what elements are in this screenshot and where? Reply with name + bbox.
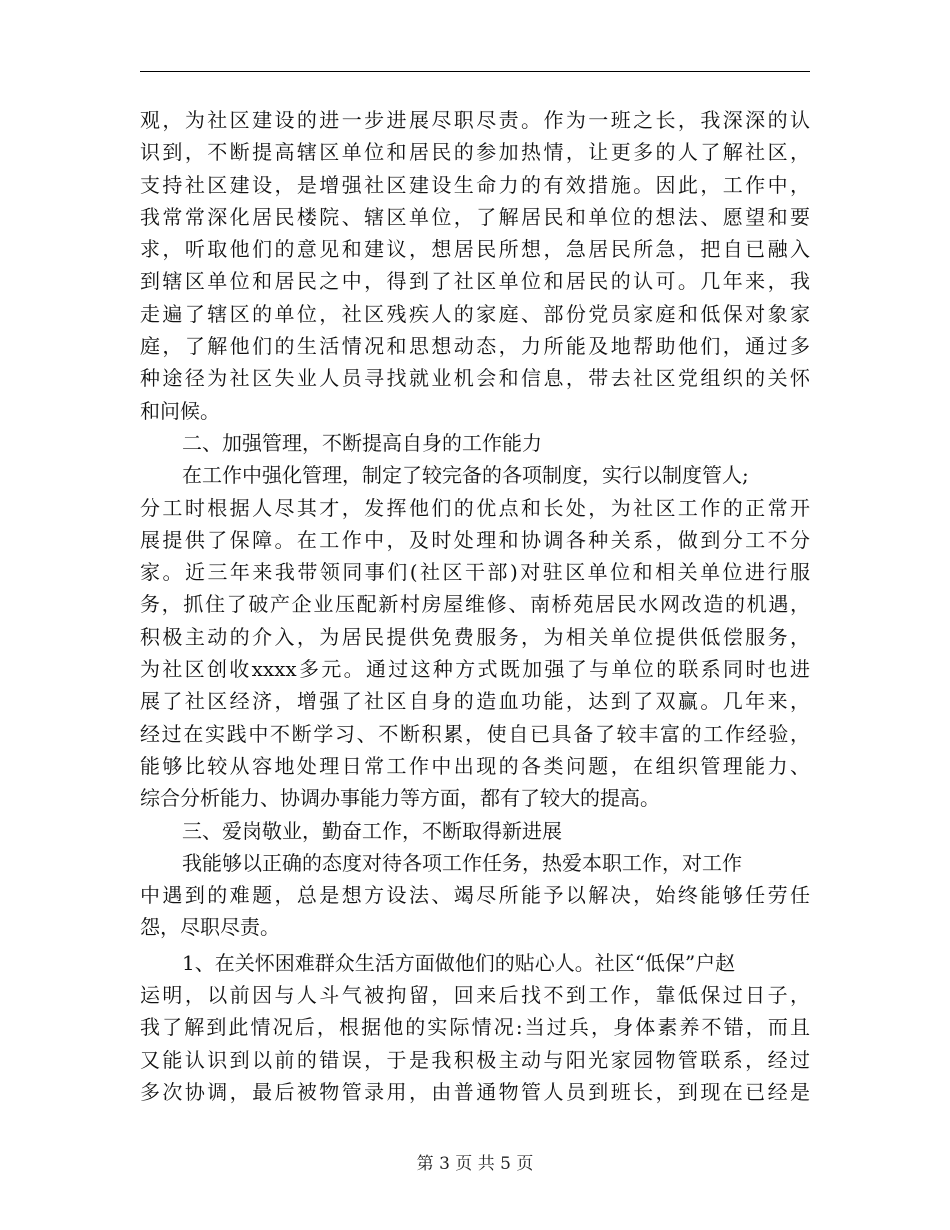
text-line: 1、在关怀困难群众生活方面做他们的贴心人。社区“低保”户赵 — [182, 950, 736, 975]
text-line: 求，听取他们的意见和建议，想居民所想，急居民所急，把自已融入 — [140, 237, 810, 262]
text-line: 综合分析能力、协调办事能力等方面，都有了较大的提高。 — [140, 786, 660, 811]
text-line: 到辖区单位和居民之中，得到了社区单位和居民的认可。几年来，我 — [140, 269, 810, 294]
text-line: 我能够以正确的态度对待各项工作任务，热爱本职工作，对工作 — [182, 850, 742, 875]
section-heading: 三、爱岗敬业，勤奋工作，不断取得新进展 — [182, 818, 562, 843]
text-line: 经过在实践中不断学习、不断积累，使自已具备了较丰富的工作经验， — [140, 721, 810, 746]
text-line: 中遇到的难题，总是想方设法、竭尽所能予以解决，始终能够任劳任 — [140, 883, 810, 908]
text-line: 怨，尽职尽责。 — [140, 915, 280, 940]
page-footer — [0, 1152, 950, 1176]
text-line: 多次协调，最后被物管录用，由普通物管人员到班长，到现在已经是 — [140, 1079, 810, 1104]
text-line: 为社区创收xxxx多元。通过这种方式既加强了与单位的联系同时也进 — [140, 657, 810, 682]
text-line: 分工时根据人尽其才，发挥他们的优点和长处，为社区工作的正常开 — [140, 495, 810, 520]
text-line: 支持社区建设，是增强社区建设生命力的有效措施。因此，工作中， — [140, 172, 810, 197]
text-line: 又能认识到以前的错误，于是我积极主动与阳光家园物管联系，经过 — [140, 1047, 810, 1072]
text-line: 展提供了保障。在工作中，及时处理和协调各种关系，做到分工不分 — [140, 527, 810, 552]
text-line: 在工作中强化管理，制定了较完备的各项制度，实行以制度管人; — [182, 463, 749, 488]
text-line: 家。近三年来我带领同事们(社区干部)对驻区单位和相关单位进行服 — [140, 560, 810, 585]
text-line: 我了解到此情况后，根据他的实际情况:当过兵，身体素养不错，而且 — [140, 1015, 810, 1040]
page-number: 第 3 页 共 5 页 — [416, 1154, 534, 1174]
text-line: 运明，以前因与人斗气被拘留，回来后找不到工作，靠低保过日子， — [140, 983, 810, 1008]
text-line: 展了社区经济，增强了社区自身的造血功能，达到了双赢。几年来， — [140, 689, 810, 714]
text-line: 庭，了解他们的生活情况和思想动态，力所能及地帮助他们，通过多 — [140, 334, 810, 359]
text-line: 务，抓住了破产企业压配新村房屋维修、南桥苑居民水网改造的机遇， — [140, 592, 810, 617]
text-line: 积极主动的介入，为居民提供免费服务，为相关单位提供低偿服务， — [140, 624, 810, 649]
header-rule — [140, 71, 810, 72]
text-line: 和问候。 — [140, 398, 220, 423]
text-line: 走遍了辖区的单位，社区残疾人的家庭、部份党员家庭和低保对象家 — [140, 301, 810, 326]
text-line: 识到，不断提高辖区单位和居民的参加热情，让更多的人了解社区， — [140, 140, 810, 165]
body-text — [140, 104, 810, 1108]
text-line: 观，为社区建设的进一步进展尽职尽责。作为一班之长，我深深的认 — [140, 108, 810, 132]
text-line: 种途径为社区失业人员寻找就业机会和信息，带去社区党组织的关怀 — [140, 366, 810, 391]
text-line: 能够比较从容地处理日常工作中出现的各类问题，在组织管理能力、 — [140, 753, 810, 778]
section-heading: 二、加强管理，不断提高自身的工作能力 — [182, 430, 542, 455]
text-line: 我常常深化居民楼院、辖区单位，了解居民和单位的想法、愿望和要 — [140, 204, 810, 229]
